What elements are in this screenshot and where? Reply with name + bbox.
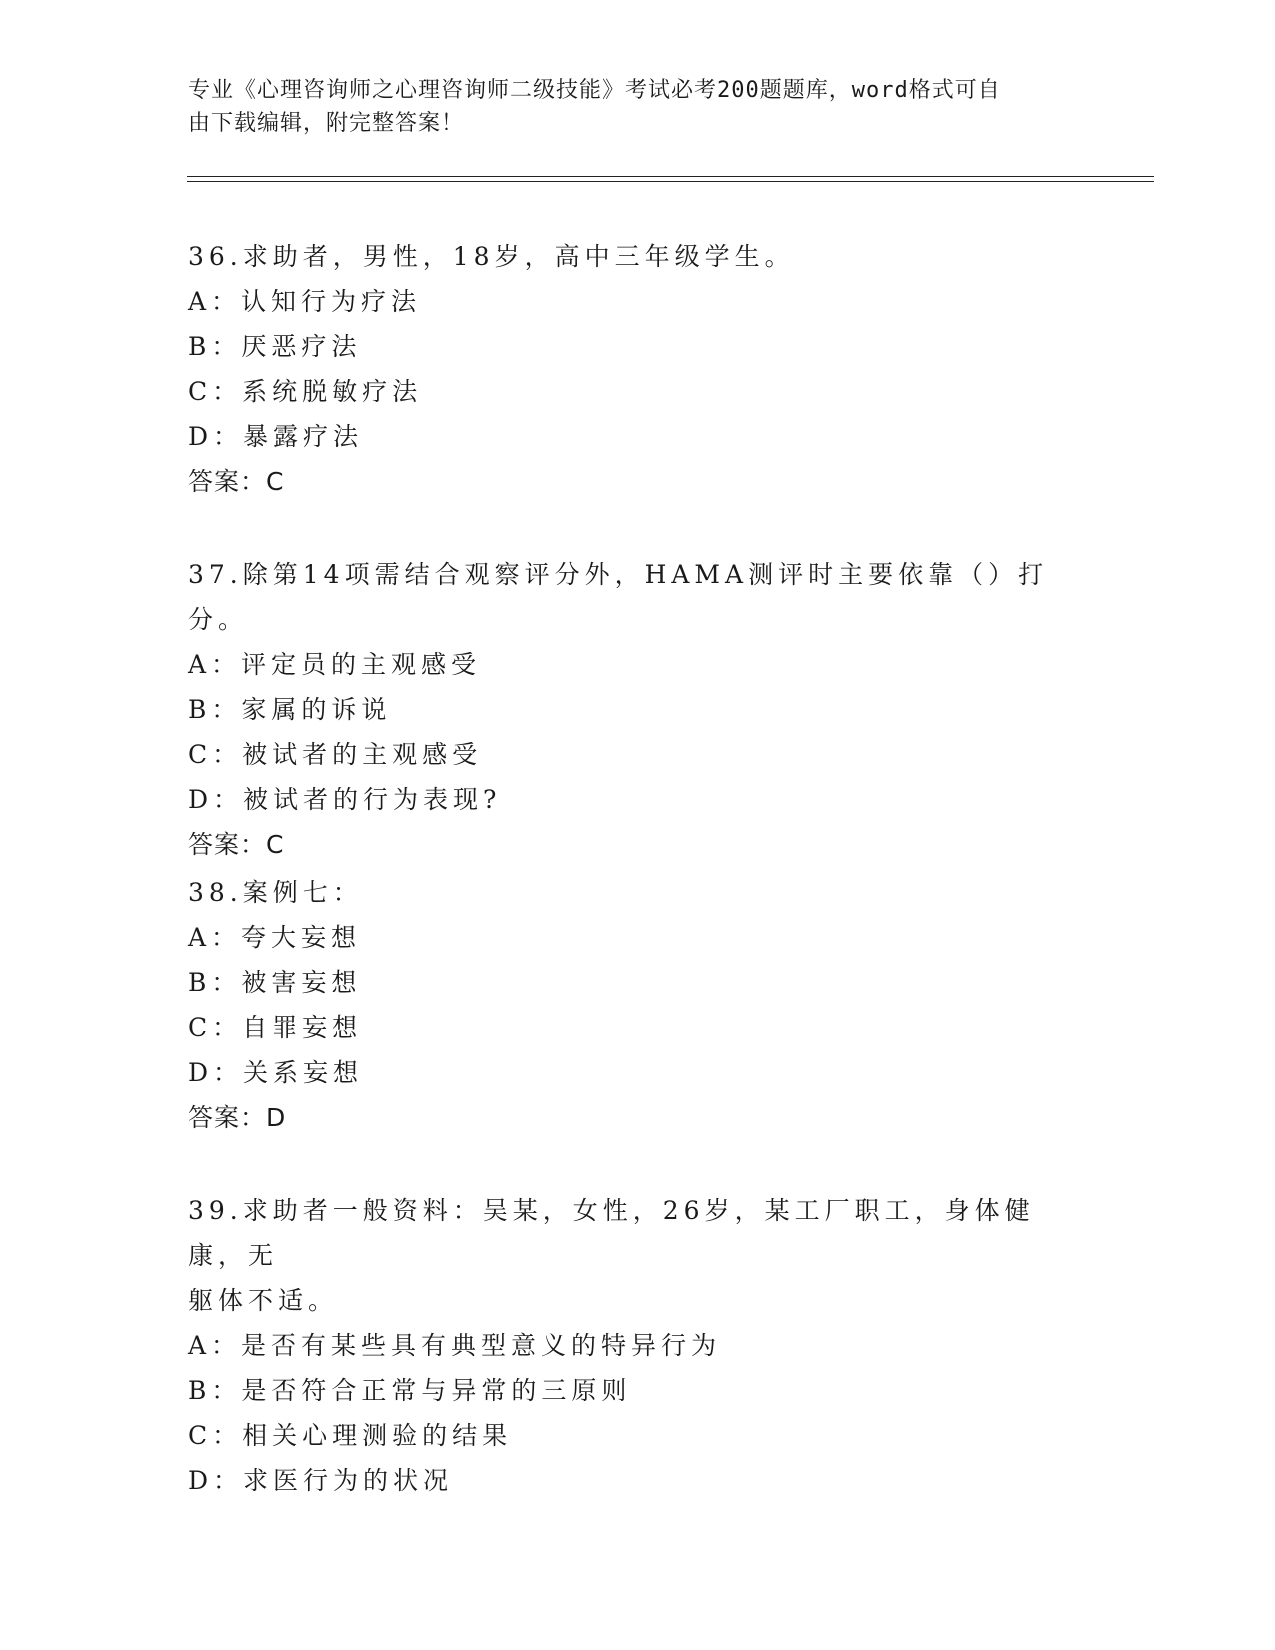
option-d: D：关系妄想 (188, 1058, 364, 1087)
option-b: B：厌恶疗法 (188, 332, 362, 361)
option-d: D：求医行为的状况 (188, 1466, 454, 1495)
answer: 答案：C (188, 830, 285, 859)
option-d: D：暴露疗法 (188, 422, 364, 451)
option-b: B：被害妄想 (188, 968, 362, 997)
header-line-1: 专业《心理咨询师之心理咨询师二级技能》考试必考200题题库，word格式可自 (188, 78, 1001, 103)
answer: 答案：C (188, 467, 285, 496)
answer: 答案：D (188, 1103, 287, 1132)
header-rule-bottom (187, 181, 1154, 182)
option-c: C：自罪妄想 (188, 1013, 363, 1042)
option-d: D：被试者的行为表现? (188, 785, 502, 814)
question-37 (188, 552, 1088, 867)
option-b: B：家属的诉说 (188, 695, 392, 724)
header-line-2: 由下载编辑，附完整答案！ (188, 111, 465, 136)
option-c: C：相关心理测验的结果 (188, 1421, 513, 1450)
question-stem: 37.除第14项需结合观察评分外，HAMA测评时主要依靠（）打分。 (188, 560, 1049, 634)
question-stem: 36.求助者，男性，18岁，高中三年级学生。 (188, 242, 795, 271)
option-a: A：评定员的主观感受 (188, 650, 482, 679)
question-38 (188, 870, 1088, 1140)
question-36 (188, 234, 1088, 504)
option-c: C：系统脱敏疗法 (188, 377, 423, 406)
question-stem: 39.求助者一般资料：吴某，女性，26岁，某工厂职工，身体健康，无 (188, 1196, 1035, 1270)
option-c: C：被试者的主观感受 (188, 740, 483, 769)
document-header (188, 74, 1068, 140)
question-stem-continued: 躯体不适。 (188, 1286, 339, 1315)
option-a: A：认知行为疗法 (188, 287, 422, 316)
header-rule-top (187, 176, 1154, 177)
option-a: A：夸大妄想 (188, 923, 362, 952)
option-a: A：是否有某些具有典型意义的特异行为 (188, 1331, 722, 1360)
question-39 (188, 1188, 1088, 1503)
question-stem: 38.案例七： (188, 878, 363, 907)
option-b: B：是否符合正常与异常的三原则 (188, 1376, 632, 1405)
